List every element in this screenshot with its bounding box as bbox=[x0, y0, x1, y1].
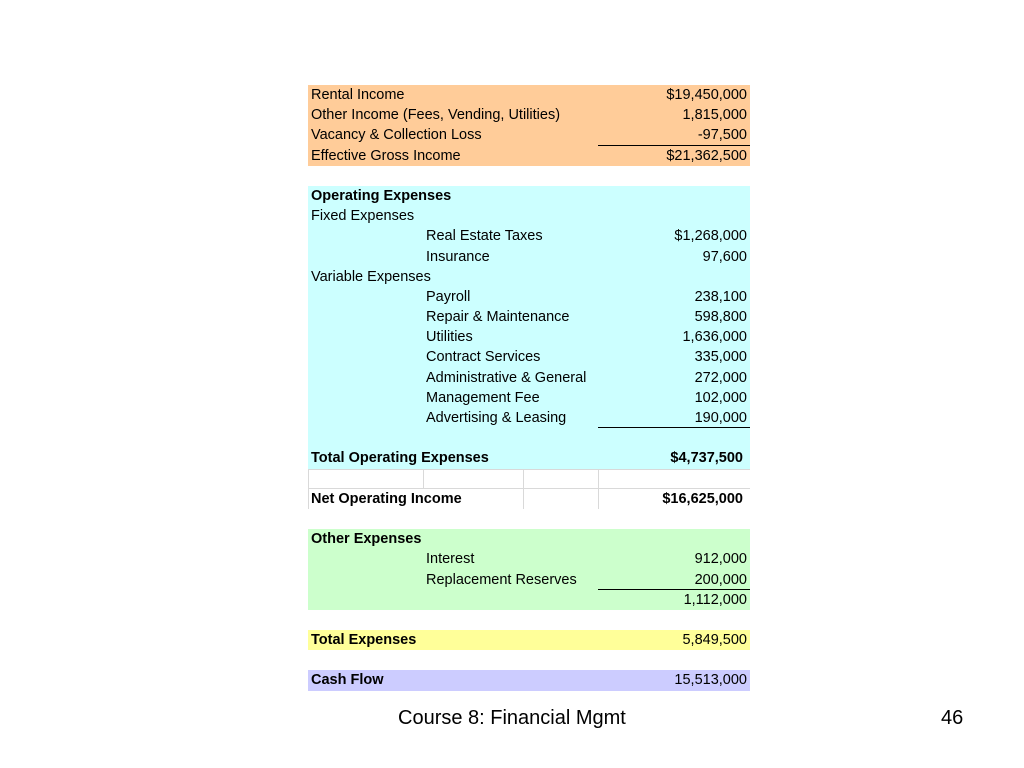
row-label: Utilities bbox=[426, 329, 473, 346]
row-label: Cash Flow bbox=[311, 672, 384, 689]
row-label: Total Operating Expenses bbox=[311, 450, 489, 467]
row-label: Payroll bbox=[426, 288, 471, 305]
row-value: 238,100 bbox=[694, 288, 747, 305]
row-value: 190,000 bbox=[694, 410, 747, 426]
gridline bbox=[308, 489, 309, 509]
table-row bbox=[308, 307, 750, 327]
row-label: Interest bbox=[426, 551, 475, 568]
table-row bbox=[308, 570, 750, 590]
row-label: Repair & Maintenance bbox=[426, 309, 570, 326]
row-label: Fixed Expenses bbox=[311, 208, 415, 225]
row-label: Variable Expenses bbox=[311, 268, 431, 285]
table-row bbox=[308, 226, 750, 246]
gridline bbox=[523, 489, 524, 509]
gridline bbox=[598, 470, 599, 488]
row-value: 15,513,000 bbox=[674, 672, 747, 689]
gridline bbox=[308, 470, 309, 488]
row-value: $19,450,000 bbox=[666, 87, 747, 103]
total-expenses-row bbox=[308, 630, 750, 650]
row-value: -97,500 bbox=[697, 127, 747, 144]
section-header bbox=[308, 186, 750, 206]
table-row bbox=[308, 368, 750, 388]
net-operating-income-row bbox=[308, 489, 750, 509]
section-header bbox=[308, 529, 750, 549]
row-value: 598,800 bbox=[694, 309, 747, 326]
row-value: $16,625,000 bbox=[662, 490, 743, 507]
total-row bbox=[308, 448, 750, 468]
row-label: Net Operating Income bbox=[311, 490, 462, 507]
table-row bbox=[308, 105, 750, 125]
row-value: 1,636,000 bbox=[682, 329, 747, 346]
footer-course-title: Course 8: Financial Mgmt bbox=[398, 707, 626, 729]
row-value: 272,000 bbox=[694, 369, 747, 386]
row-label: Vacancy & Collection Loss bbox=[311, 127, 482, 144]
grid-spacer-row bbox=[308, 469, 750, 489]
spacer-row bbox=[308, 166, 750, 186]
row-label: Total Expenses bbox=[311, 632, 417, 649]
row-value: 1,112,000 bbox=[683, 591, 747, 608]
row-label: Other Expenses bbox=[311, 531, 422, 548]
table-row bbox=[308, 146, 750, 166]
gridline bbox=[423, 470, 424, 488]
row-label: Replacement Reserves bbox=[426, 571, 577, 588]
table-row bbox=[308, 287, 750, 307]
subsection-header bbox=[308, 206, 750, 226]
subsection-header bbox=[308, 267, 750, 287]
spacer-row bbox=[308, 610, 750, 630]
row-value: 5,849,500 bbox=[682, 632, 747, 649]
row-value: 97,600 bbox=[702, 248, 747, 265]
row-label: Rental Income bbox=[311, 87, 405, 103]
row-label: Operating Expenses bbox=[311, 187, 452, 204]
row-label: Real Estate Taxes bbox=[426, 228, 543, 245]
table-row bbox=[308, 247, 750, 267]
table-row bbox=[308, 125, 750, 145]
row-label: Other Income (Fees, Vending, Utilities) bbox=[311, 107, 561, 124]
row-value: 335,000 bbox=[694, 349, 747, 366]
row-value: 1,815,000 bbox=[682, 107, 747, 124]
row-value: $1,268,000 bbox=[674, 228, 747, 245]
cash-flow-row bbox=[308, 670, 750, 690]
row-value: 912,000 bbox=[694, 551, 747, 568]
table-row bbox=[308, 85, 750, 105]
row-value: 102,000 bbox=[694, 389, 747, 406]
row-value: $21,362,500 bbox=[666, 147, 747, 164]
row-label: Insurance bbox=[426, 248, 490, 265]
row-value: 200,000 bbox=[694, 571, 747, 588]
financial-statement-table bbox=[308, 85, 750, 691]
gridline bbox=[598, 489, 599, 509]
row-label: Management Fee bbox=[426, 389, 540, 406]
row-label: Administrative & General bbox=[426, 369, 587, 386]
gridline bbox=[523, 470, 524, 488]
row-label: Advertising & Leasing bbox=[426, 410, 567, 426]
row-label: Effective Gross Income bbox=[311, 147, 461, 164]
spacer-row bbox=[308, 428, 750, 448]
table-row bbox=[308, 408, 750, 428]
table-row bbox=[308, 549, 750, 569]
spacer-row bbox=[308, 509, 750, 529]
table-row bbox=[308, 327, 750, 347]
row-label: Contract Services bbox=[426, 349, 541, 366]
table-row bbox=[308, 347, 750, 367]
subtotal-row bbox=[308, 590, 750, 610]
spacer-row bbox=[308, 650, 750, 670]
table-row bbox=[308, 388, 750, 408]
row-value: $4,737,500 bbox=[670, 450, 743, 467]
page-number: 46 bbox=[941, 707, 964, 729]
